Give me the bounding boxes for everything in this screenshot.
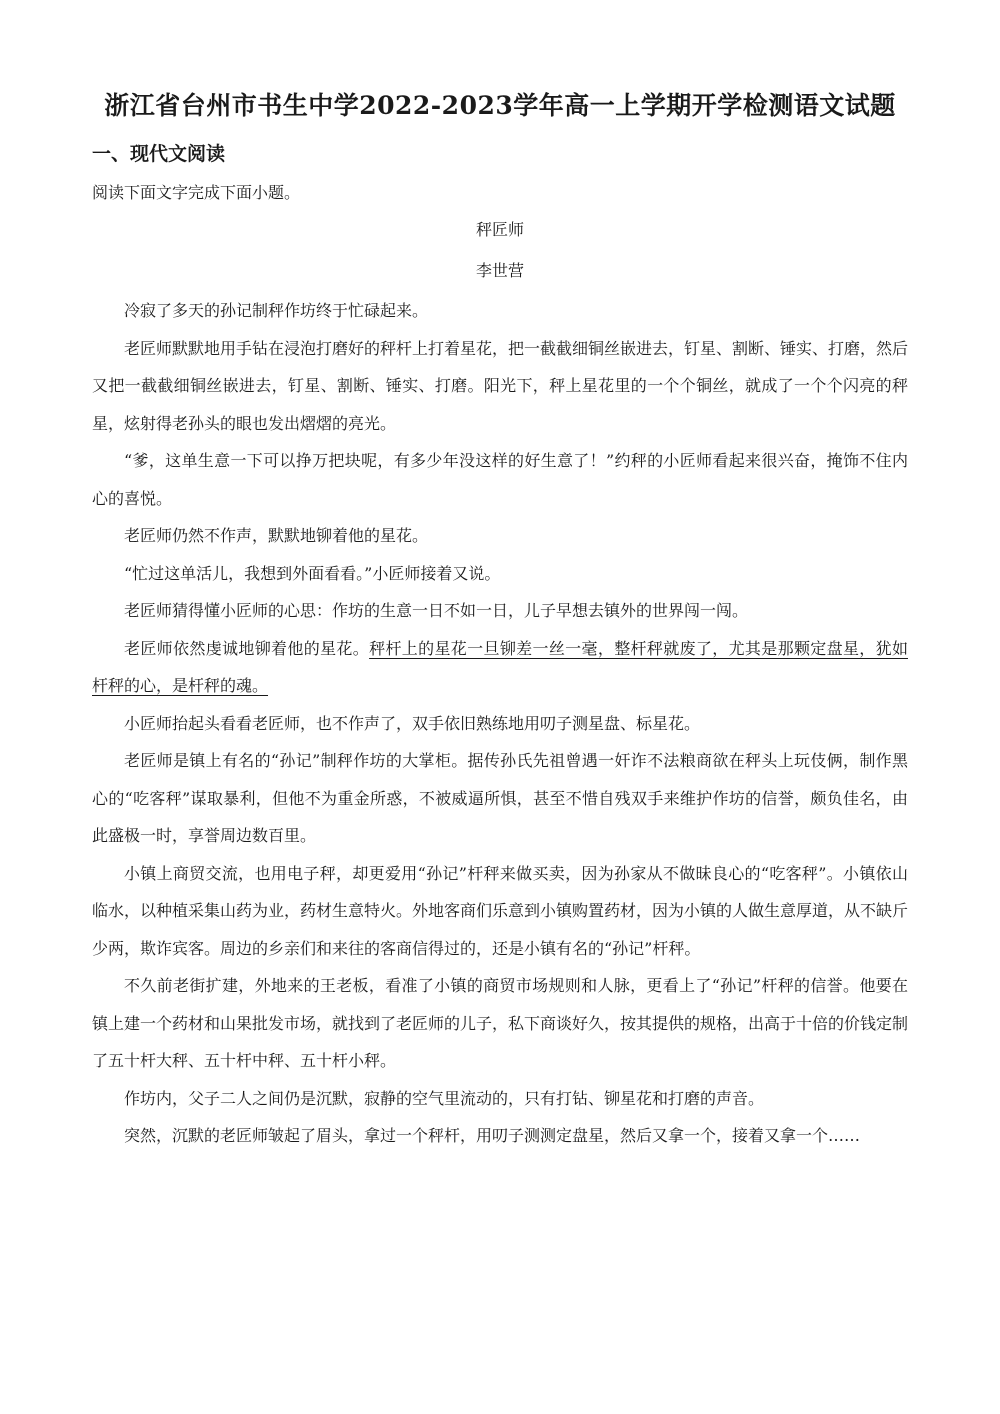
- story-body: [92, 292, 908, 1155]
- paragraph-text: “爹，这单生意一下可以挣万把块呢，有多少年没这样的好生意了！”约秤的小匠师看起来很兴奋，掩饰不住内心的喜悦。: [92, 451, 908, 508]
- section-heading: 一、现代文阅读: [92, 143, 226, 165]
- paragraph: [92, 967, 908, 1080]
- paragraph: [92, 292, 908, 330]
- paragraph: [92, 630, 908, 705]
- story-title: 秤匠师: [475, 220, 524, 239]
- paragraph-text: 老匠师是镇上有名的“孙记”制秤作坊的大掌柜。据传孙氏先祖曾遇一奸诈不法粮商欲在秤头上玩伎俩，制作黑心的“吃客秤”谋取暴利，但他不为重金所惑，不被威逼所惧，甚至不惜自残双手来维护作坊的信誉，颇负佳名，由此盛极一时，享誉周边数百里。: [92, 751, 908, 845]
- underlined-sentence: 秤杆上的星花一旦铆差一丝一毫，整杆秤就废了，尤其是那颗定盘星，犹如杆秤的心，是杆秤的魂。: [92, 638, 908, 695]
- document-title: 浙江省台州市书生中学2022-2023学年高一上学期开学检测语文试题: [104, 91, 896, 120]
- paragraph-text: 老匠师猜得懂小匠师的心思：作坊的生意一日不如一日，儿子早想去镇外的世界闯一闯。: [124, 601, 749, 620]
- paragraph-text: 小匠师抬起头看看老匠师，也不作声了，双手依旧熟练地用叨子测星盘、标星花。: [124, 713, 701, 733]
- paragraph-text: 老匠师默默地用手钻在浸泡打磨好的秤杆上打着星花，把一截截细铜丝嵌进去，钉星、割断、锤实、打磨，然后又把一截截细铜丝嵌进去，钉星、割断、锤实、打磨。阳光下，秤上星花里的一个个铜丝，就成了一个个闪亮的秤星，炫射得老孙头的眼也发出熠熠的亮光。: [92, 338, 909, 433]
- paragraph-text: 突然，沉默的老匠师皱起了眉头，拿过一个秤杆，用叨子测测定盘星，然后又拿一个，接着又拿一个……: [124, 1126, 861, 1145]
- paragraph-text: “忙过这单活儿，我想到外面看看。”小匠师接着又说。: [124, 563, 501, 583]
- paragraph: [92, 330, 908, 443]
- paragraph: [92, 855, 908, 968]
- paragraph: [92, 592, 908, 630]
- paragraph-text: 作坊内，父子二人之间仍是沉默，寂静的空气里流动的，只有打钻、铆星花和打磨的声音。: [124, 1088, 765, 1108]
- paragraph-text: 小镇上商贸交流，也用电子秤，却更爱用“孙记”杆秤来做买卖，因为孙家从不做昧良心的“吃客秤”。小镇依山临水，以种植采集山药为业，药材生意特火。外地客商们乐意到小镇购置药材，因为小镇的人做生意厚道，从不缺斤少两，欺诈宾客。周边的乡亲们和来往的客商信得过的，还是小镇有名的“孙记”杆秤。: [92, 863, 909, 958]
- paragraph: [92, 517, 908, 555]
- paragraph-text: 冷寂了多天的孙记制秤作坊终于忙碌起来。: [124, 301, 429, 320]
- paragraph: [92, 1080, 908, 1118]
- paragraph: [92, 1117, 908, 1155]
- paragraph: [92, 555, 908, 593]
- paragraph-text: 老匠师仍然不作声，默默地铆着他的星花。: [124, 526, 429, 545]
- paragraph-text: 不久前老街扩建，外地来的王老板，看准了小镇的商贸市场规则和人脉，更看上了“孙记”杆秤的信誉。他要在镇上建一个药材和山果批发市场，就找到了老匠师的儿子，私下商谈好久，按其提供的规格，出高于十倍的价钱定制了五十杆大秤、五十杆中秤、五十杆小秤。: [92, 976, 909, 1070]
- paragraph: [92, 442, 908, 517]
- reading-instruction: 阅读下面文字完成下面小题。: [92, 183, 301, 202]
- paragraph: [92, 742, 908, 855]
- paragraph-text: 老匠师依然虔诚地铆着他的星花。: [124, 638, 370, 658]
- story-author: 李世营: [475, 261, 524, 280]
- paragraph: [92, 705, 908, 743]
